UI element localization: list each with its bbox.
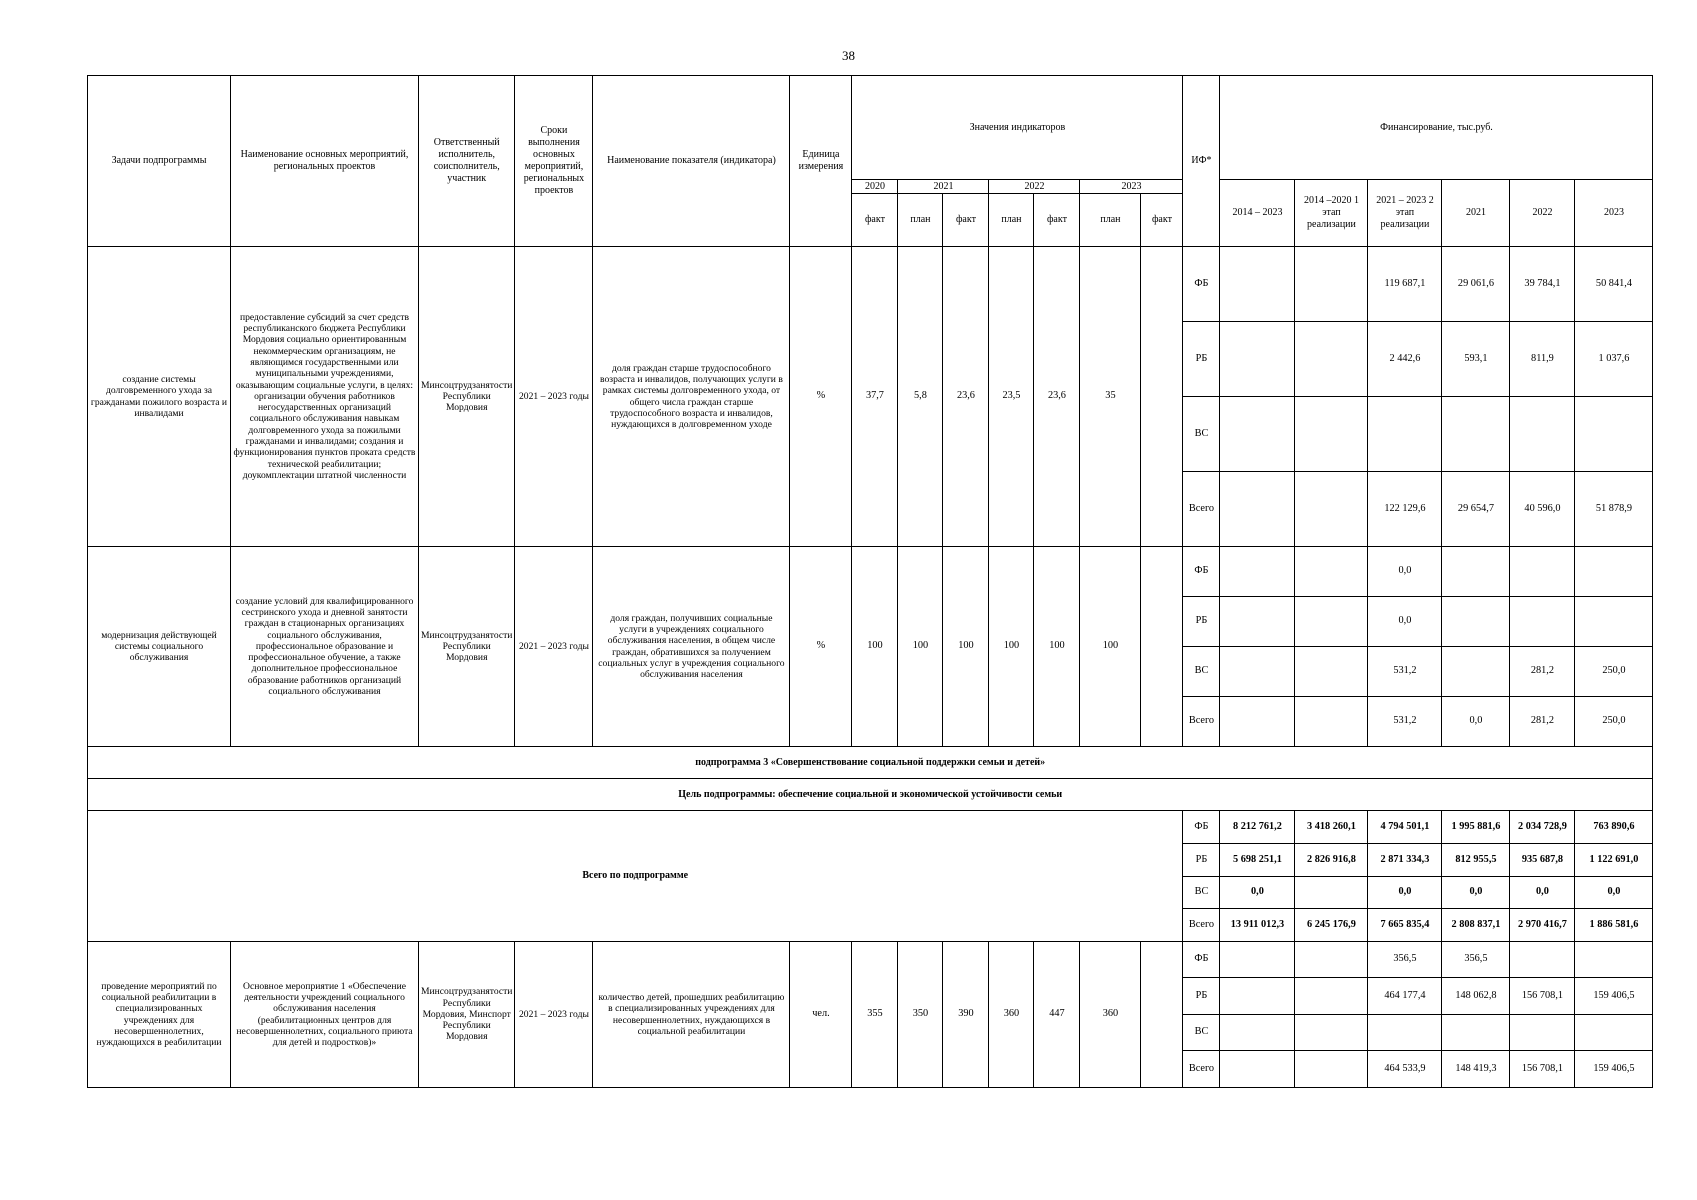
fin-value-cell: 464 533,9 xyxy=(1368,1051,1442,1088)
fin-value-cell xyxy=(1220,942,1295,978)
fin-value-cell xyxy=(1220,597,1295,647)
fin-value-cell xyxy=(1295,397,1368,472)
fin-value-cell: 29 654,7 xyxy=(1442,472,1510,547)
value-cell: 23,5 xyxy=(989,247,1034,547)
fin-value-cell xyxy=(1442,597,1510,647)
total-value-cell: 4 794 501,1 xyxy=(1368,811,1442,844)
header-unit: Единица измерения xyxy=(790,76,852,247)
fin-value-cell xyxy=(1510,1015,1575,1051)
fin-source-cell: Всего xyxy=(1183,697,1220,747)
header-fin-2023: 2023 xyxy=(1575,180,1653,247)
fin-source-cell: РБ xyxy=(1183,978,1220,1015)
value-cell: 35 xyxy=(1080,247,1141,547)
subprogram-goal: Цель подпрограммы: обеспечение социальной и экономической устойчивости семьи xyxy=(88,779,1653,811)
indicator-cell: доля граждан старше трудоспособного возраста и инвалидов, получающих услуги в рамках системы долговременного ухода, от общего числа граждан старше трудоспособного возраста и инвалидов, нуждающихся в долговременном уходе xyxy=(593,247,790,547)
fin-value-cell: 250,0 xyxy=(1575,647,1653,697)
fin-value-cell xyxy=(1575,597,1653,647)
fin-value-cell xyxy=(1220,697,1295,747)
value-cell: 360 xyxy=(989,942,1034,1088)
value-cell: 23,6 xyxy=(1034,247,1080,547)
fin-value-cell xyxy=(1510,397,1575,472)
header-fact: факт xyxy=(1141,194,1183,247)
total-value-cell: 7 665 835,4 xyxy=(1368,909,1442,942)
unit-cell: % xyxy=(790,547,852,747)
responsible-cell: Минсоцтрудзанятости Республики Мордовия, Минспорт Республики Мордовия xyxy=(419,942,515,1088)
value-cell: 100 xyxy=(898,547,943,747)
total-value-cell: 5 698 251,1 xyxy=(1220,844,1295,877)
fin-value-cell: 159 406,5 xyxy=(1575,978,1653,1015)
fin-value-cell xyxy=(1220,1051,1295,1088)
fin-value-cell xyxy=(1295,942,1368,978)
fin-value-cell: 148 419,3 xyxy=(1442,1051,1510,1088)
value-cell: 447 xyxy=(1034,942,1080,1088)
total-value-cell: 2 871 334,3 xyxy=(1368,844,1442,877)
total-value-cell: 2 826 916,8 xyxy=(1295,844,1368,877)
fin-value-cell xyxy=(1220,472,1295,547)
fin-value-cell: 29 061,6 xyxy=(1442,247,1510,322)
total-value-cell: 0,0 xyxy=(1368,877,1442,909)
total-value-cell: 2 808 837,1 xyxy=(1442,909,1510,942)
fin-source-cell: Всего xyxy=(1183,472,1220,547)
fin-value-cell xyxy=(1220,647,1295,697)
fin-value-cell xyxy=(1442,1015,1510,1051)
header-fact: факт xyxy=(852,194,898,247)
total-value-cell: 935 687,8 xyxy=(1510,844,1575,877)
header-plan: план xyxy=(989,194,1034,247)
total-value-cell: 0,0 xyxy=(1220,877,1295,909)
header-fact: факт xyxy=(943,194,989,247)
header-year-2022: 2022 xyxy=(989,180,1080,194)
fin-value-cell xyxy=(1295,547,1368,597)
value-cell xyxy=(1141,547,1183,747)
fin-value-cell xyxy=(1295,1051,1368,1088)
measure-cell: предоставление субсидий за счет средств республиканского бюджета Республики Мордовия социально ориентированным некоммерческим организациям, не являющимся государственными или муниципальными учреждениями, оказывающим социальные услуги, в целях: организации обучения работников негосударственных организаций социального обслуживания навыкам долговременного ухода за пожилыми гражданами и инвалидами; создания и функционирования пунктов проката средств технической реабилитации; доукомплектации штатной численности xyxy=(231,247,419,547)
fin-value-cell: 531,2 xyxy=(1368,697,1442,747)
fin-value-cell: 464 177,4 xyxy=(1368,978,1442,1015)
header-responsible: Ответственный исполнитель, соисполнитель, участник xyxy=(419,76,515,247)
subprogram-total-label: Всего по подпрограмме xyxy=(88,811,1183,942)
value-cell: 5,8 xyxy=(898,247,943,547)
fin-value-cell xyxy=(1575,547,1653,597)
value-cell: 100 xyxy=(989,547,1034,747)
fin-value-cell: 50 841,4 xyxy=(1575,247,1653,322)
terms-cell: 2021 – 2023 годы xyxy=(515,942,593,1088)
fin-value-cell: 159 406,5 xyxy=(1575,1051,1653,1088)
fin-source-cell: ФБ xyxy=(1183,811,1220,844)
value-cell xyxy=(1141,942,1183,1088)
header-financing-source: ИФ* xyxy=(1183,76,1220,247)
value-cell: 100 xyxy=(1034,547,1080,747)
total-value-cell: 1 995 881,6 xyxy=(1442,811,1510,844)
total-value-cell: 2 034 728,9 xyxy=(1510,811,1575,844)
total-value-cell: 0,0 xyxy=(1575,877,1653,909)
fin-source-cell: ФБ xyxy=(1183,942,1220,978)
header-plan: план xyxy=(1080,194,1141,247)
total-value-cell: 2 970 416,7 xyxy=(1510,909,1575,942)
header-indicator-values: Значения индикаторов xyxy=(852,76,1183,180)
value-cell: 390 xyxy=(943,942,989,1088)
header-fin-2021: 2021 xyxy=(1442,180,1510,247)
fin-source-cell: РБ xyxy=(1183,844,1220,877)
fin-value-cell xyxy=(1220,547,1295,597)
fin-value-cell: 1 037,6 xyxy=(1575,322,1653,397)
fin-source-cell: РБ xyxy=(1183,322,1220,397)
fin-source-cell: Всего xyxy=(1183,909,1220,942)
indicator-cell: доля граждан, получивших социальные услуги в учреждениях социального обслуживания населения, в общем числе граждан, обратившихся за получением социальных услуг в учреждения социального обслуживания населения xyxy=(593,547,790,747)
unit-cell: % xyxy=(790,247,852,547)
fin-value-cell xyxy=(1510,597,1575,647)
fin-value-cell xyxy=(1295,697,1368,747)
total-value-cell: 3 418 260,1 xyxy=(1295,811,1368,844)
indicator-cell: количество детей, прошедших реабилитацию в специализированных учреждениях для несовершеннолетних, нуждающихся в социальной реабилитации xyxy=(593,942,790,1088)
header-fin-stage1: 2014 –2020 1 этап реализации xyxy=(1295,180,1368,247)
fin-value-cell xyxy=(1510,942,1575,978)
value-cell: 100 xyxy=(852,547,898,747)
total-value-cell: 0,0 xyxy=(1442,877,1510,909)
fin-source-cell: ФБ xyxy=(1183,547,1220,597)
terms-cell: 2021 – 2023 годы xyxy=(515,247,593,547)
value-cell xyxy=(1141,247,1183,547)
fin-value-cell xyxy=(1220,978,1295,1015)
fin-value-cell xyxy=(1575,942,1653,978)
fin-source-cell: ВС xyxy=(1183,877,1220,909)
total-value-cell: 6 245 176,9 xyxy=(1295,909,1368,942)
header-plan: план xyxy=(898,194,943,247)
fin-value-cell xyxy=(1220,1015,1295,1051)
fin-value-cell: 119 687,1 xyxy=(1368,247,1442,322)
fin-source-cell: ВС xyxy=(1183,397,1220,472)
measure-cell: создание условий для квалифицированного сестринского ухода и дневной занятости граждан в стационарных организациях социального обслуживания, профессиональное образование и профессиональное обучение, а также дополнительное профессиональное образование работников организаций социального обслуживания xyxy=(231,547,419,747)
terms-cell: 2021 – 2023 годы xyxy=(515,547,593,747)
header-fin-2014-2023: 2014 – 2023 xyxy=(1220,180,1295,247)
fin-value-cell: 593,1 xyxy=(1442,322,1510,397)
value-cell: 355 xyxy=(852,942,898,1088)
total-value-cell: 8 212 761,2 xyxy=(1220,811,1295,844)
fin-value-cell: 0,0 xyxy=(1442,697,1510,747)
fin-value-cell: 356,5 xyxy=(1368,942,1442,978)
fin-value-cell: 40 596,0 xyxy=(1510,472,1575,547)
header-indicator-name: Наименование показателя (индикатора) xyxy=(593,76,790,247)
fin-value-cell xyxy=(1295,322,1368,397)
fin-value-cell xyxy=(1442,647,1510,697)
total-value-cell: 1 886 581,6 xyxy=(1575,909,1653,942)
fin-value-cell xyxy=(1442,397,1510,472)
responsible-cell: Минсоцтрудзанятости Республики Мордовия xyxy=(419,547,515,747)
value-cell: 100 xyxy=(943,547,989,747)
fin-value-cell xyxy=(1575,1015,1653,1051)
fin-source-cell: ВС xyxy=(1183,647,1220,697)
fin-value-cell xyxy=(1220,322,1295,397)
total-value-cell: 13 911 012,3 xyxy=(1220,909,1295,942)
total-value-cell: 0,0 xyxy=(1510,877,1575,909)
value-cell: 350 xyxy=(898,942,943,1088)
fin-value-cell xyxy=(1295,978,1368,1015)
subprogram-title: подпрограмма 3 «Совершенствование социальной поддержки семьи и детей» xyxy=(88,747,1653,779)
fin-value-cell: 250,0 xyxy=(1575,697,1653,747)
fin-value-cell xyxy=(1220,397,1295,472)
header-tasks: Задачи подпрограммы xyxy=(88,76,231,247)
fin-source-cell: ВС xyxy=(1183,1015,1220,1051)
total-value-cell: 1 122 691,0 xyxy=(1575,844,1653,877)
fin-value-cell: 2 442,6 xyxy=(1368,322,1442,397)
fin-value-cell xyxy=(1295,472,1368,547)
header-year-2023: 2023 xyxy=(1080,180,1183,194)
fin-value-cell: 0,0 xyxy=(1368,597,1442,647)
header-measures: Наименование основных мероприятий, региональных проектов xyxy=(231,76,419,247)
total-value-cell xyxy=(1295,877,1368,909)
fin-value-cell xyxy=(1220,247,1295,322)
value-cell: 100 xyxy=(1080,547,1141,747)
fin-value-cell: 281,2 xyxy=(1510,697,1575,747)
program-table xyxy=(87,75,1653,1088)
fin-value-cell: 811,9 xyxy=(1510,322,1575,397)
header-financing: Финансирование, тыс.руб. xyxy=(1220,76,1653,180)
fin-source-cell: РБ xyxy=(1183,597,1220,647)
fin-value-cell xyxy=(1295,647,1368,697)
fin-value-cell xyxy=(1575,397,1653,472)
total-value-cell: 763 890,6 xyxy=(1575,811,1653,844)
fin-source-cell: Всего xyxy=(1183,1051,1220,1088)
page-number: 38 xyxy=(842,48,855,63)
value-cell: 23,6 xyxy=(943,247,989,547)
fin-value-cell: 356,5 xyxy=(1442,942,1510,978)
measure-cell: Основное мероприятие 1 «Обеспечение деятельности учреждений социального обслуживания населения (реабилитационных центров для несовершеннолетних, социального приюта для детей и подростков)» xyxy=(231,942,419,1088)
header-year-2021: 2021 xyxy=(898,180,989,194)
fin-value-cell xyxy=(1510,547,1575,597)
fin-source-cell: ФБ xyxy=(1183,247,1220,322)
header-fact: факт xyxy=(1034,194,1080,247)
fin-value-cell xyxy=(1295,597,1368,647)
fin-value-cell xyxy=(1295,247,1368,322)
unit-cell: чел. xyxy=(790,942,852,1088)
fin-value-cell: 39 784,1 xyxy=(1510,247,1575,322)
header-year-2020: 2020 xyxy=(852,180,898,194)
total-value-cell: 812 955,5 xyxy=(1442,844,1510,877)
fin-value-cell: 122 129,6 xyxy=(1368,472,1442,547)
task-cell: проведение мероприятий по социальной реабилитации в специализированных учреждениях для несовершеннолетних, нуждающихся в реабилитации xyxy=(88,942,231,1088)
header-fin-2022: 2022 xyxy=(1510,180,1575,247)
header-fin-stage2: 2021 – 2023 2 этап реализации xyxy=(1368,180,1442,247)
fin-value-cell xyxy=(1368,1015,1442,1051)
fin-value-cell: 531,2 xyxy=(1368,647,1442,697)
task-cell: модернизация действующей системы социального обслуживания xyxy=(88,547,231,747)
fin-value-cell xyxy=(1368,397,1442,472)
task-cell: создание системы долговременного ухода за гражданами пожилого возраста и инвалидами xyxy=(88,247,231,547)
fin-value-cell xyxy=(1442,547,1510,597)
value-cell: 360 xyxy=(1080,942,1141,1088)
header-terms: Сроки выполнения основных мероприятий, региональных проектов xyxy=(515,76,593,247)
responsible-cell: Минсоцтрудзанятости Республики Мордовия xyxy=(419,247,515,547)
fin-value-cell: 0,0 xyxy=(1368,547,1442,597)
value-cell: 37,7 xyxy=(852,247,898,547)
fin-value-cell: 156 708,1 xyxy=(1510,1051,1575,1088)
fin-value-cell: 148 062,8 xyxy=(1442,978,1510,1015)
fin-value-cell: 156 708,1 xyxy=(1510,978,1575,1015)
fin-value-cell xyxy=(1295,1015,1368,1051)
fin-value-cell: 51 878,9 xyxy=(1575,472,1653,547)
fin-value-cell: 281,2 xyxy=(1510,647,1575,697)
